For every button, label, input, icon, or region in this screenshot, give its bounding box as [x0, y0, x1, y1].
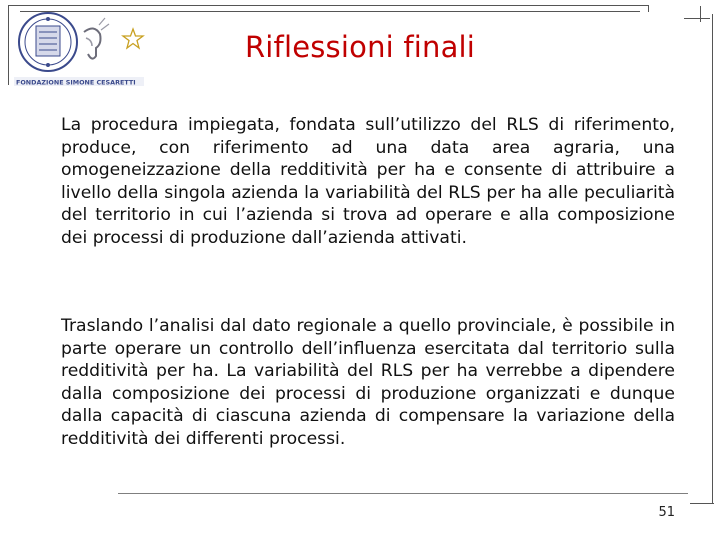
frame-right-stub: [648, 5, 649, 12]
foundation-logo: [2, 2, 162, 94]
footer-divider: [118, 493, 688, 494]
paragraph-1: La procedura impiegata, fondata sull’utilizzo del RLS di riferimento, produce, con riferimento ad una data area agraria, una omogeneizzazione della redditività per ha e consente di attribuire a livello della singola azienda la variabilità del RLS per ha alle peculiarità del territorio in cui l’azienda si trova ad operare e alla composizione dei processi di produzione dall’azienda attivati.: [61, 115, 675, 248]
frame-bottom-right: [690, 503, 714, 504]
frame-right-lower: [712, 14, 713, 504]
page-number: 51: [658, 505, 675, 520]
frame-right-upper: [700, 6, 701, 22]
logo-caption: FONDAZIONE SIMONE CESARETTI: [16, 78, 136, 87]
slide-title: Riflessioni finali: [244, 30, 476, 64]
paragraph-2: Traslando l’analisi dal dato regionale a quello provinciale, è possibile in parte operare un controllo dell’influenza esercitata dal territorio sulla redditività per ha. La variabilità del RLS per ha verrebbe a dipendere dalla composizione dei processi di produzione organizzati e dunque dalla capacità di ciascuna azienda di compensare la variazione della redditività dei differenti processi.: [61, 316, 675, 449]
frame-right-tick: [684, 18, 710, 19]
